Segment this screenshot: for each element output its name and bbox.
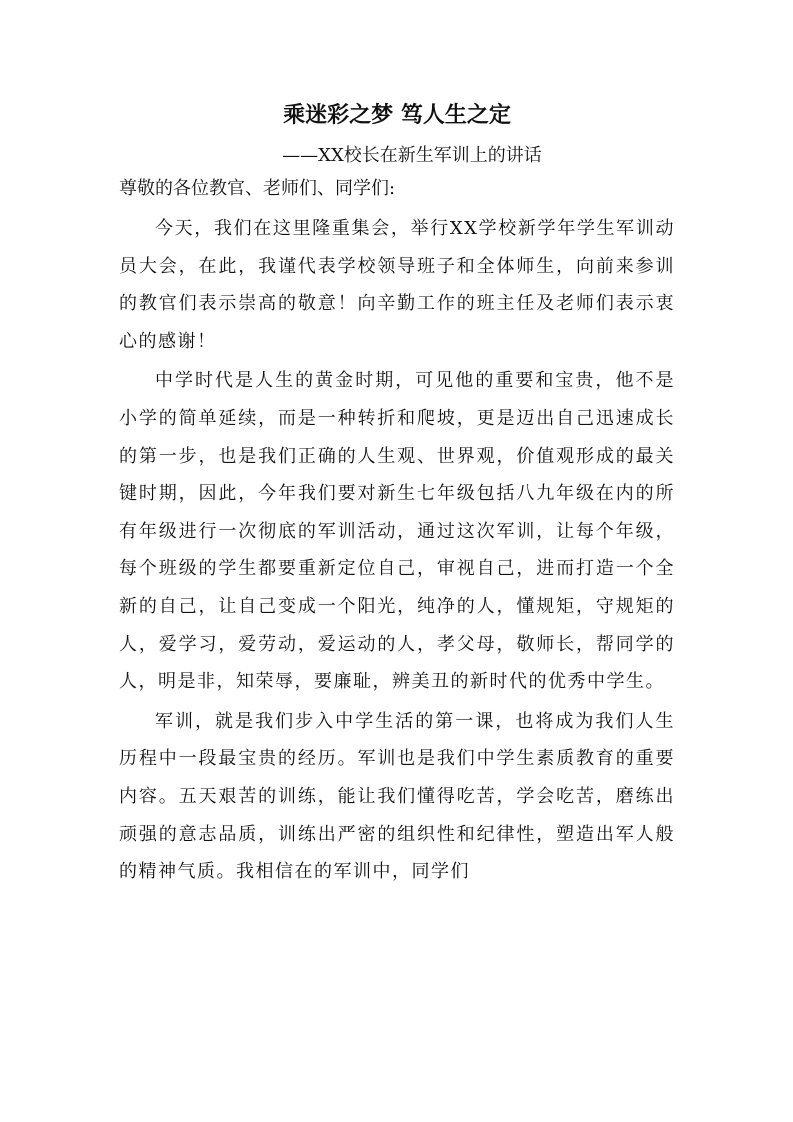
paragraph: 今天，我们在这里隆重集会，举行XX学校新学年学生军训动员大会，在此，我谨代表学校领导班子和全体师生，向前来参训的教官们表示崇高的敬意！向辛勤工作的班主任及老师们表示衷心的感谢！ [119, 218, 675, 352]
paragraph: 军训，就是我们步入中学生活的第一课，也将成为我们人生历程中一段最宝贵的经历。军训也是我们中学生素质教育的重要内容。五天艰苦的训练，能让我们懂得吃苦，学会吃苦，磨练出顽强的意志品质，训练出严密的组织性和纪律性，塑造出军人般的精神气质。我相信在的军训中，同学们 [119, 710, 675, 883]
document-subtitle: ——XX校长在新生军训上的讲话 [282, 145, 542, 166]
document-title: 乘迷彩之梦 笃人生之定 [283, 103, 511, 128]
salutation: 尊敬的各位教官、老师们、同学们: [119, 178, 396, 199]
document-page [119, 98, 675, 891]
paragraph: 中学时代是人生的黄金时期，可见他的重要和宝贵，他不是小学的简单延续，而是一种转折和爬坡，更是迈出自己迅速成长的第一步，也是我们正确的人生观、世界观，价值观形成的最关键时期，因此，今年我们要对新生七年级包括八九年级在内的所有年级进行一次彻底的军训活动，通过这次军训，让每个年级，每个班级的学生都要重新定位自己，审视自己，进而打造一个全新的自己，让自己变成一个阳光，纯净的人，懂规矩，守规矩的人，爱学习，爱劳动，爱运动的人，孝父母，敬师长，帮同学的人，明是非，知荣辱，要廉耻，辨美丑的新时代的优秀中学生。 [119, 370, 675, 693]
